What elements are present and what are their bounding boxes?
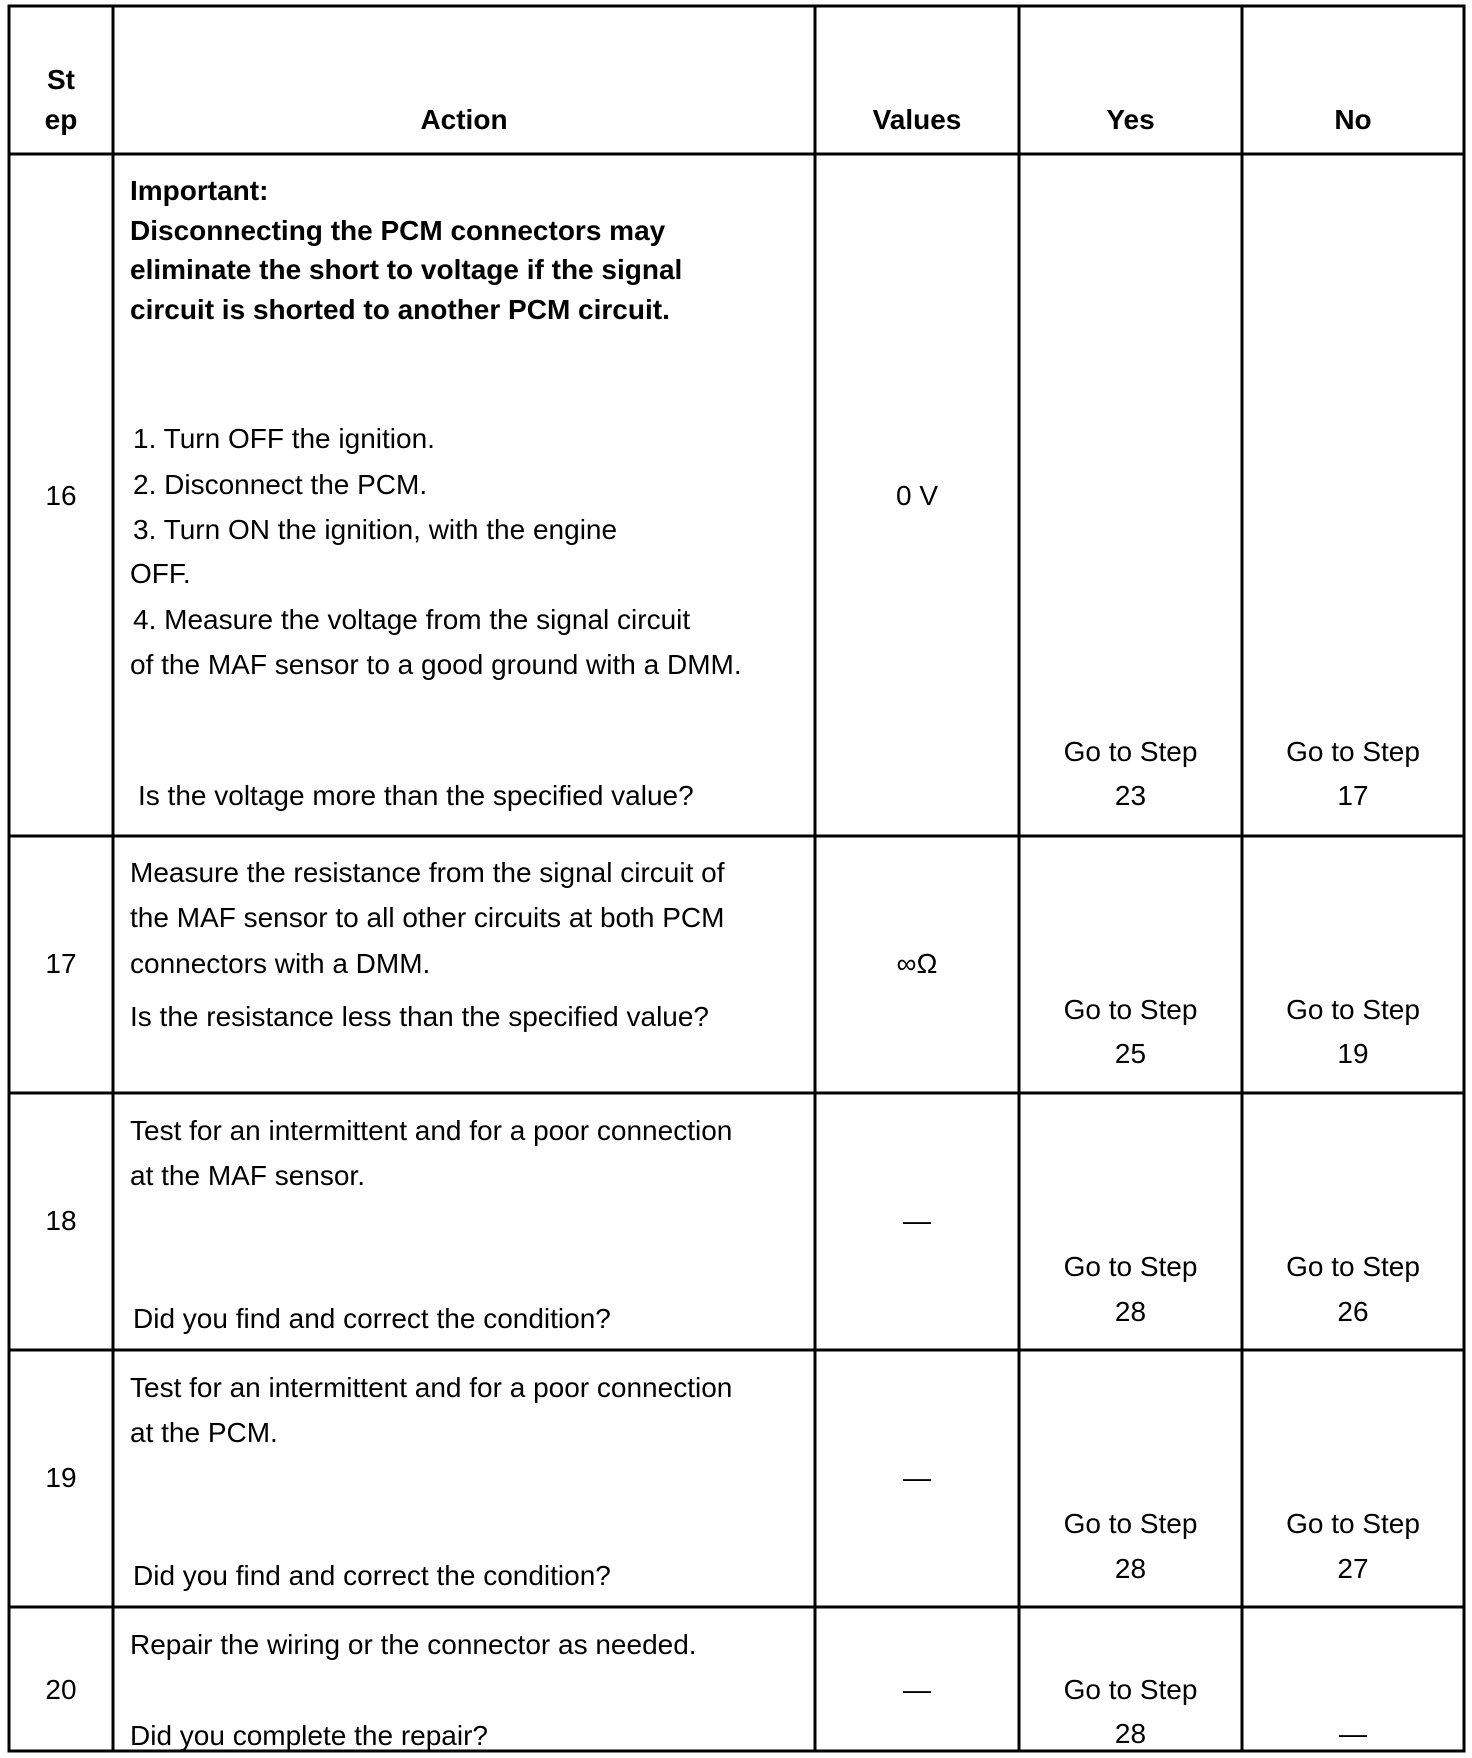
row-20-no-value: —	[1339, 1718, 1367, 1749]
row-19-step: 19	[45, 1462, 77, 1493]
row-20-action-line: Repair the wiring or the connector as needed.	[130, 1629, 697, 1660]
row-17-action-line: Measure the resistance from the signal circuit of	[130, 857, 725, 888]
row-16-important-line: eliminate the short to voltage if the signal	[130, 254, 683, 285]
row-18-question: Did you find and correct the condition?	[133, 1303, 611, 1334]
row-19-no-line1: Go to Step	[1286, 1508, 1420, 1539]
row-16-no-line1: Go to Step	[1286, 736, 1420, 767]
row-17-yes-line2: 25	[1114, 1038, 1147, 1069]
row-17-action-line: the MAF sensor to all other circuits at both PCM	[130, 902, 725, 933]
header-action: Action	[420, 104, 508, 135]
row-16-no-line2: 17	[1337, 780, 1369, 811]
row-19-no-line2: 27	[1337, 1553, 1369, 1584]
row-18-no-line2: 26	[1337, 1296, 1369, 1327]
row-18-value: —	[903, 1205, 931, 1236]
row-17-yes-line1: Go to Step	[1063, 994, 1198, 1025]
row-17-value: ∞Ω	[896, 948, 938, 979]
row-19-value: —	[903, 1462, 931, 1493]
row-20-yes-line2: 28	[1114, 1718, 1147, 1749]
row-19-action-line: at the PCM.	[130, 1417, 278, 1448]
row-16-important-line: Disconnecting the PCM connectors may	[130, 215, 666, 246]
row-16-action-line: 1. Turn OFF the ignition.	[133, 423, 435, 454]
row-20-question: Did you complete the repair?	[130, 1720, 488, 1751]
row-16-action-line: 3. Turn ON the ignition, with the engine	[133, 514, 618, 545]
row-19-question: Did you find and correct the condition?	[133, 1560, 611, 1591]
header-values: Values	[872, 104, 962, 135]
row-16-action-line: 4. Measure the voltage from the signal circuit	[133, 604, 691, 635]
row-16-important-line: circuit is shorted to another PCM circuit.	[130, 294, 670, 325]
row-17-action-line: connectors with a DMM.	[130, 948, 431, 979]
row-19-action-line: Test for an intermittent and for a poor connection	[130, 1372, 733, 1403]
row-16-action-line: 2. Disconnect the PCM.	[133, 469, 428, 500]
row-16-yes-line2: 23	[1114, 780, 1147, 811]
header-step-line1: St	[47, 64, 75, 95]
row-16-action-line: OFF.	[130, 558, 191, 589]
row-17-no-line1: Go to Step	[1286, 994, 1420, 1025]
row-16-step: 16	[45, 480, 77, 511]
row-20-value: —	[903, 1674, 931, 1705]
row-16-action-line: of the MAF sensor to a good ground with a DMM.	[130, 649, 742, 680]
row-20-step: 20	[45, 1674, 77, 1705]
row-18-yes-line2: 28	[1114, 1296, 1147, 1327]
row-19-yes-line2: 28	[1114, 1553, 1147, 1584]
row-18-action-line: at the MAF sensor.	[130, 1160, 365, 1191]
row-17-step: 17	[45, 948, 77, 979]
row-16-important-heading: Important:	[130, 175, 269, 206]
header-step-line2: ep	[44, 104, 78, 135]
row-18-no-line1: Go to Step	[1286, 1251, 1420, 1282]
row-20-yes-line1: Go to Step	[1063, 1674, 1198, 1705]
row-17-no-line2: 19	[1337, 1038, 1369, 1069]
row-18-step: 18	[45, 1205, 77, 1236]
row-16-question: Is the voltage more than the specified value?	[138, 780, 694, 811]
header-no: No	[1334, 104, 1372, 135]
header-step	[9, 60, 113, 140]
row-16-value: 0 V	[895, 480, 939, 511]
header-yes: Yes	[1106, 104, 1155, 135]
row-17-question: Is the resistance less than the specified value?	[130, 1001, 710, 1032]
row-16-yes-line1: Go to Step	[1063, 736, 1198, 767]
row-18-action-line: Test for an intermittent and for a poor connection	[130, 1115, 733, 1146]
row-18-yes-line1: Go to Step	[1063, 1251, 1198, 1282]
row-19-yes-line1: Go to Step	[1063, 1508, 1198, 1539]
